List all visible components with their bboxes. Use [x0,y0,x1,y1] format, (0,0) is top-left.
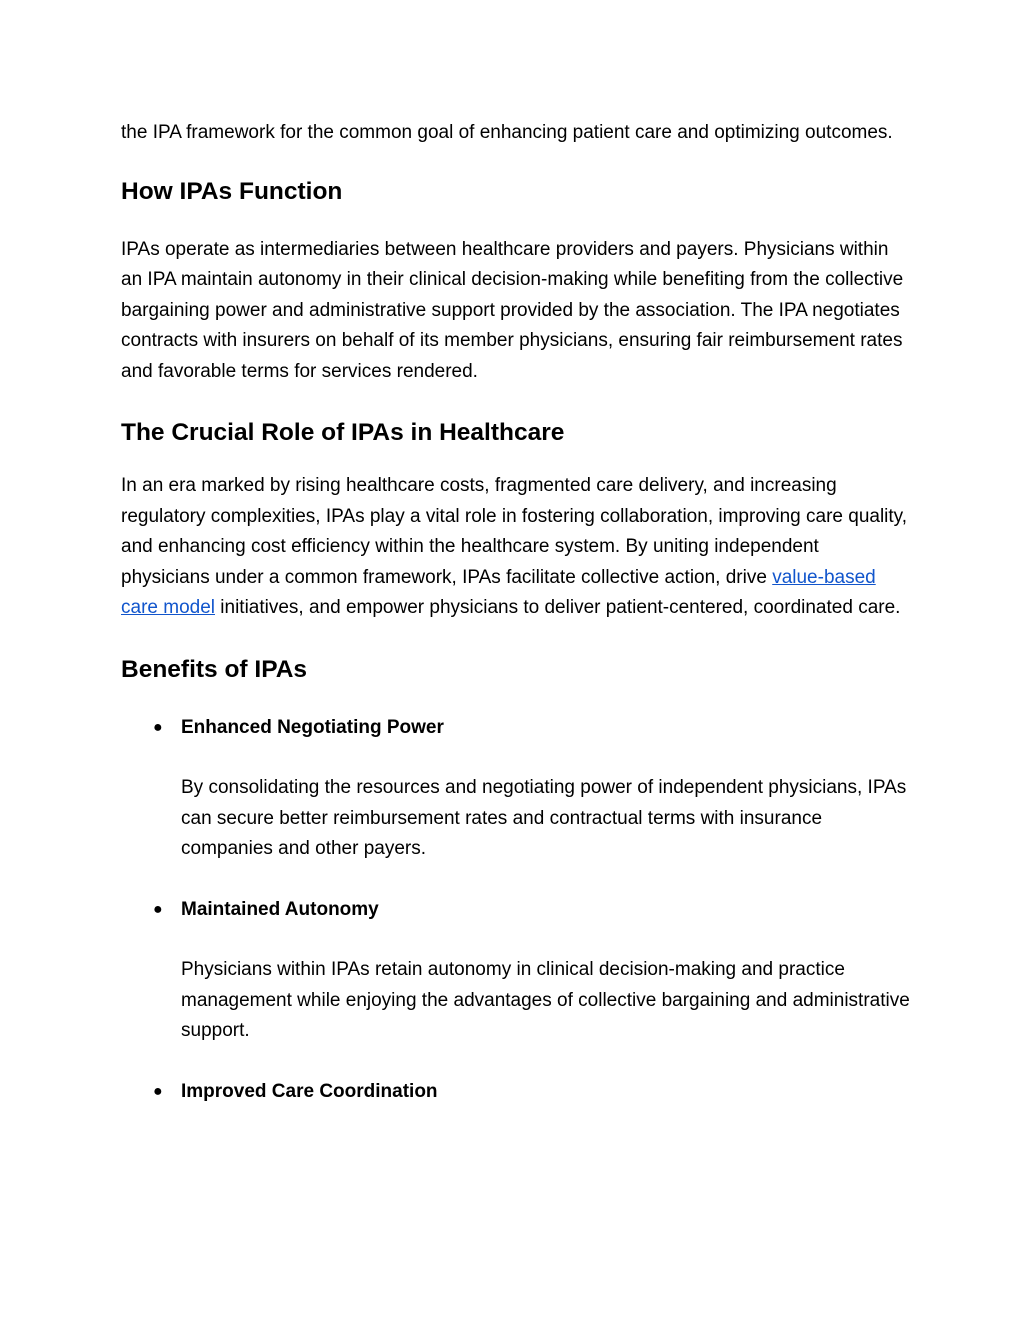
how-ipas-function-paragraph: IPAs operate as intermediaries between healthcare providers and payers. Physicians within an IPA maintain autonomy in their clinical decision-making while benefiting from the collective bargaining power and administrative support provided by the association. The IPA negotiates contracts with insurers on behalf of its member physicians, ensuring fair reimbursement rates and favorable terms for services rendered. [121,238,904,382]
heading-how-ipas-function: How IPAs Function [121,177,343,205]
crucial-role-paragraph [121,471,911,624]
benefit-title: Enhanced Negotiating Power [181,716,444,738]
crucial-role-text-end: initiatives, and empower physicians to deliver patient-centered, coordinated care. [215,597,901,618]
bullet-icon: ● [153,900,163,918]
heading-benefits: Benefits of IPAs [121,655,308,683]
benefit-item-negotiating-power [121,713,911,865]
benefit-item-autonomy [121,895,911,1047]
document-page [121,118,911,1107]
crucial-role-text-start: In an era marked by rising healthcare costs, fragmented care delivery, and increasing regulatory complexities, IPAs play a vital role in fostering collaboration, improving care quality, and enhancing cost efficiency within the healthcare system. By uniting independent physicians under a common framework, IPAs facilitate collective action, drive [121,475,908,588]
bullet-icon: ● [153,718,163,736]
benefit-item-care-coordination [121,1077,911,1108]
benefit-description: Physicians within IPAs retain autonomy in clinical decision-making and practice management while enjoying the advantages of collective bargaining and administrative support. [181,959,910,1041]
benefit-description: By consolidating the resources and negotiating power of independent physicians, IPAs can secure better reimbursement rates and contractual terms with insurance companies and other payers. [181,777,907,859]
heading-crucial-role: The Crucial Role of IPAs in Healthcare [121,419,565,446]
bullet-icon: ● [153,1082,163,1100]
benefit-title: Maintained Autonomy [181,898,379,920]
benefit-title: Improved Care Coordination [181,1080,438,1102]
benefits-list [121,713,911,1108]
intro-paragraph: the IPA framework for the common goal of enhancing patient care and optimizing outcomes. [121,122,893,143]
value-based-care-model-link[interactable]: value-based care model [121,566,876,618]
